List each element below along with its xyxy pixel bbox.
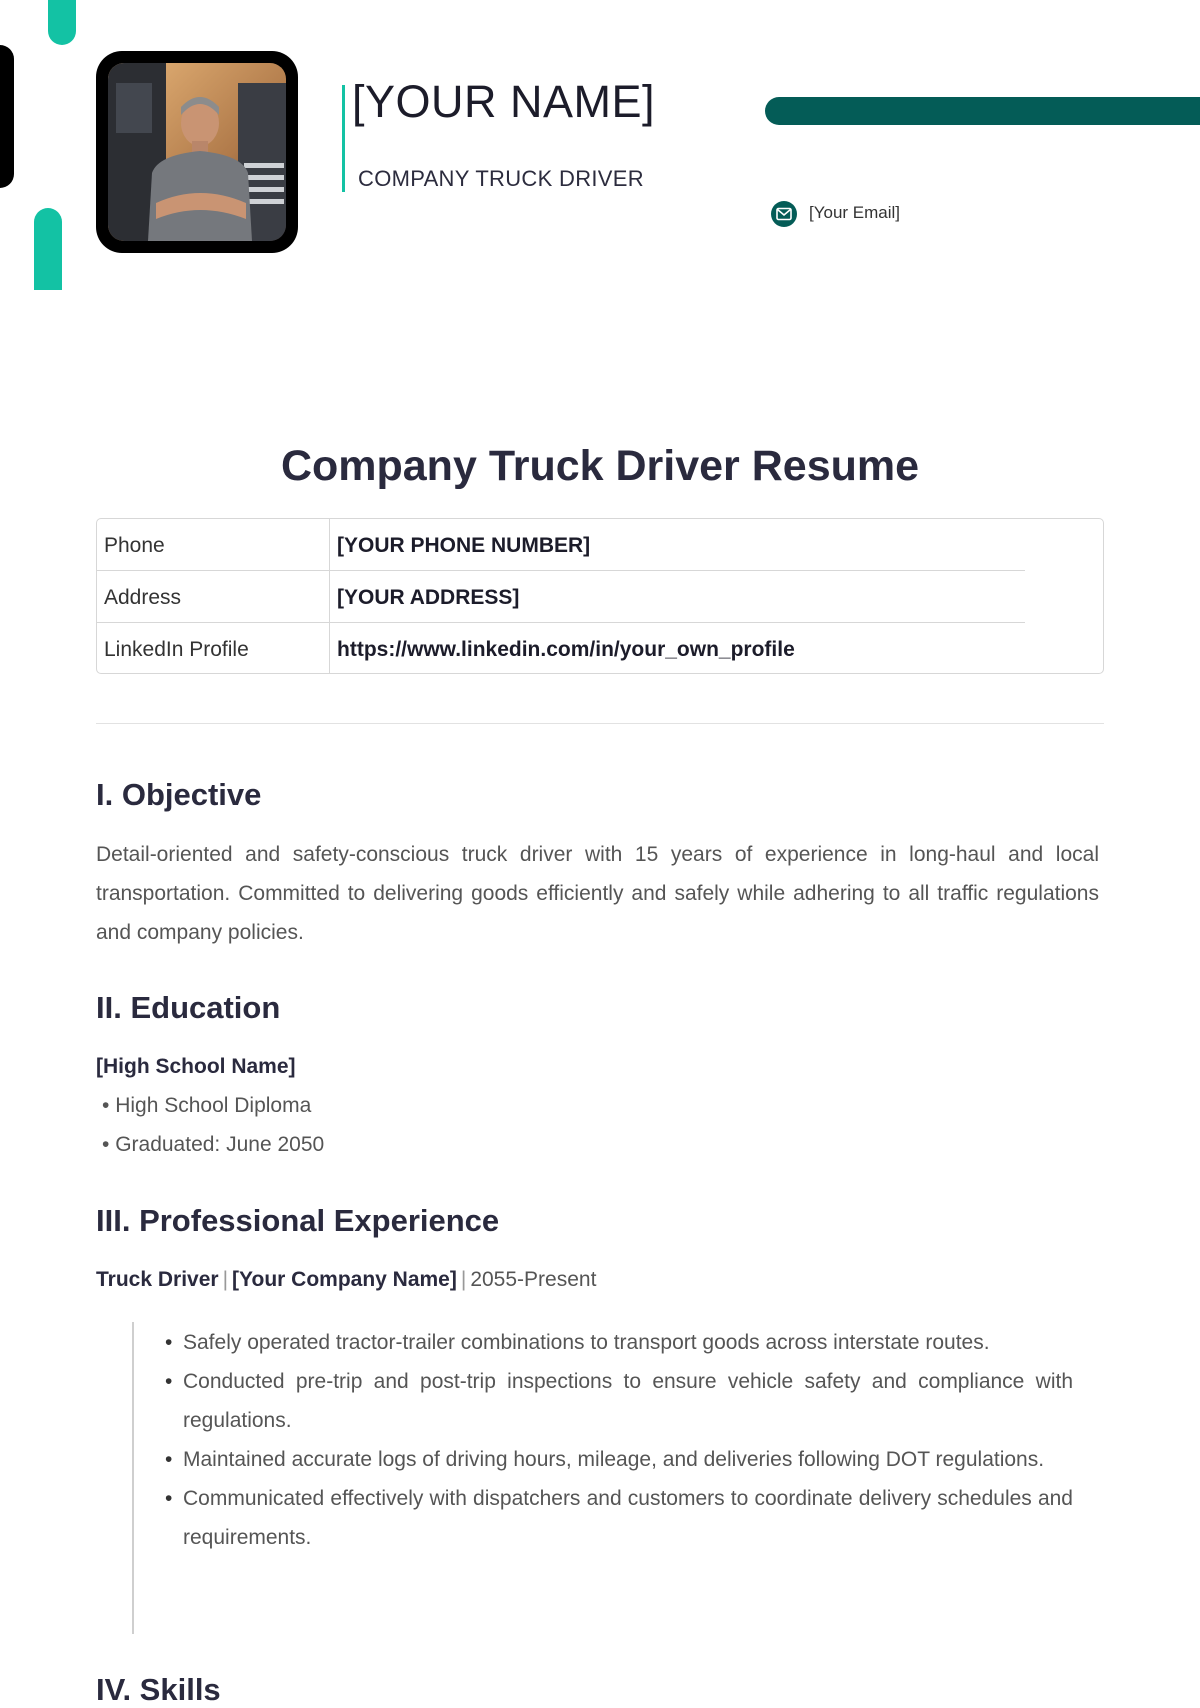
email-text[interactable]: [Your Email] [809,203,901,222]
education-item-text: Graduated: June 2050 [115,1133,325,1156]
experience-item: • Communicated effectively with dispatchers and customers to coordinate delivery schedules and requirements. [165,1479,1073,1557]
job-dates: 2055-Present [470,1268,597,1291]
phone-label: Phone [104,534,165,557]
education-item: • High School Diploma [102,1094,312,1117]
contact-table [96,518,1104,674]
candidate-name: [YOUR NAME] [352,76,656,127]
job-summary-line [96,1268,596,1292]
table-row-address [97,571,1103,623]
decorative-teal-tab-top [48,0,76,45]
school-name: [High School Name] [96,1055,296,1078]
envelope-icon [771,201,797,227]
job-title: Truck Driver [96,1268,219,1291]
address-value: [YOUR ADDRESS] [337,586,520,609]
objective-text: Detail-oriented and safety-conscious truck driver with 15 years of experience in long-haul and local transportation. Committed to delivering goods efficiently and safely while adhering to all traffic regulations and company policies. [96,843,1099,944]
linkedin-label: LinkedIn Profile [104,638,249,661]
address-label: Address [104,586,182,609]
experience-item: • Conducted pre-trip and post-trip inspections to ensure vehicle safety and compliance with regulations. [165,1362,1073,1440]
objective-heading: I. Objective [96,777,262,812]
name-accent-rule [342,85,345,192]
table-row-phone [97,519,1103,571]
decorative-black-tab [0,45,14,188]
experience-rule [132,1322,134,1634]
linkedin-link[interactable]: https://www.linkedin.com/in/your_own_profile [337,638,795,661]
candidate-role: COMPANY TRUCK DRIVER [358,166,644,191]
truck-driver-portrait [108,63,286,241]
decorative-teal-tab-bottom [34,208,62,290]
phone-value: [YOUR PHONE NUMBER] [337,534,591,557]
education-heading: II. Education [96,990,281,1025]
profile-photo [96,51,298,253]
separator: | [222,1268,229,1291]
experience-heading: III. Professional Experience [96,1203,500,1238]
experience-item: • Safely operated tractor-trailer combinations to transport goods across interstate routes. [165,1323,1073,1362]
section-divider [96,723,1104,724]
skills-heading: IV. Skills [96,1672,221,1707]
company-name: [Your Company Name] [232,1268,457,1291]
education-item-text: High School Diploma [115,1094,312,1117]
document-title: Company Truck Driver Resume [280,442,920,490]
decorative-header-bar [765,97,1200,125]
education-item: • Graduated: June 2050 [102,1133,325,1156]
experience-item: • Maintained accurate logs of driving hours, mileage, and deliveries following DOT regulations. [165,1440,1073,1479]
separator: | [460,1268,467,1291]
experience-list [165,1323,1073,1557]
table-row-linkedin [97,623,1103,675]
